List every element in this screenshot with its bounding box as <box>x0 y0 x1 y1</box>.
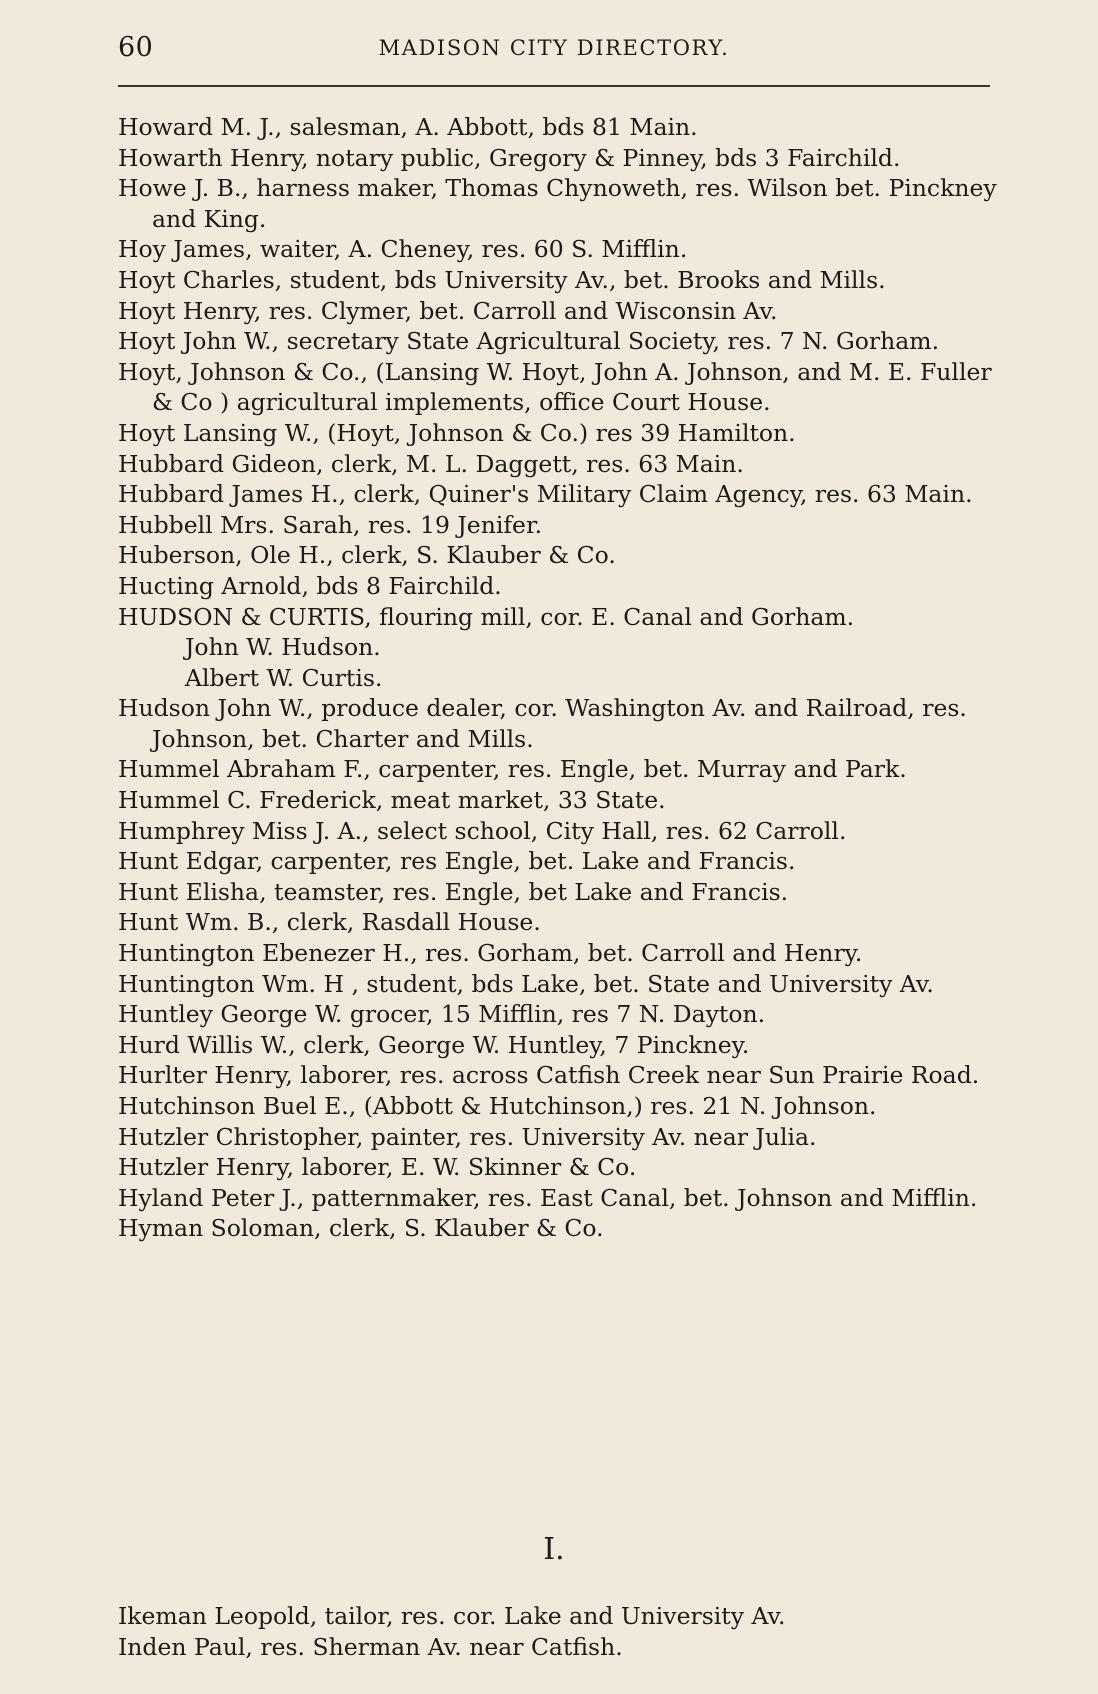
firm-member: John W. Hudson. <box>185 633 381 662</box>
directory-entry: Hubbard James H., clerk, Quiner's Military Claim Agency, res. 63 Main. <box>118 480 973 509</box>
directory-entry: Howe J. B., harness maker, Thomas Chynoweth, res. Wilson bet. Pinckney and King. <box>118 174 997 233</box>
directory-entry: Huntley George W. grocer, 15 Mifflin, res 7 N. Dayton. <box>118 1000 766 1029</box>
page-number: 60 <box>118 32 154 63</box>
directory-entry: Hyman Soloman, clerk, S. Klauber & Co. <box>118 1214 604 1243</box>
directory-entry: Hucting Arnold, bds 8 Fairchild. <box>118 571 502 600</box>
directory-entry: Hoyt Lansing W., (Hoyt, Johnson & Co.) res 39 Hamilton. <box>118 418 796 447</box>
directory-entry: Howarth Henry, notary public, Gregory & Pinney, bds 3 Fairchild. <box>118 143 901 172</box>
section-heading-i: I. <box>543 1532 565 1567</box>
directory-entry: Hutchinson Buel E., (Abbott & Hutchinson,) res. 21 N. Johnson. <box>118 1092 877 1120</box>
header-rule <box>118 85 990 87</box>
running-head: MADISON CITY DIRECTORY. <box>378 36 730 60</box>
directory-entry: Hoy James, waiter, A. Cheney, res. 60 S. Mifflin. <box>118 235 688 264</box>
directory-entry: Hummel C. Frederick, meat market, 33 State. <box>118 786 666 815</box>
directory-entry: Hudson John W., produce dealer, cor. Washington Av. and Railroad, res. Johnson, bet. Charter and Mills. <box>118 694 967 753</box>
directory-entry: Hunt Elisha, teamster, res. Engle, bet Lake and Francis. <box>118 877 789 906</box>
directory-entry: Howard M. J., salesman, A. Abbott, bds 81 Main. <box>118 113 698 141</box>
directory-entry: Hurd Willis W., clerk, George W. Huntley, 7 Pinckney. <box>118 1030 750 1059</box>
directory-entry: HUDSON & CURTIS, flouring mill, cor. E. Canal and Gorham. <box>118 602 855 631</box>
directory-entry: Humphrey Miss J. A., select school, City Hall, res. 62 Carroll. <box>118 816 847 845</box>
directory-entry: Hunt Wm. B., clerk, Rasdall House. <box>118 908 541 937</box>
directory-entry: Hoyt Charles, student, bds University Av., bet. Brooks and Mills. <box>118 265 886 294</box>
directory-entry: Hubbell Mrs. Sarah, res. 19 Jenifer. <box>118 510 543 539</box>
directory-entry: Hummel Abraham F., carpenter, res. Engle, bet. Murray and Park. <box>118 755 907 784</box>
directory-entry: Huntington Ebenezer H., res. Gorham, bet. Carroll and Henry. <box>118 939 863 968</box>
entries-list-h <box>118 112 998 1244</box>
directory-entry: Inden Paul, res. Sherman Av. near Catfish. <box>118 1632 623 1661</box>
directory-entry: Ikeman Leopold, tailor, res. cor. Lake and University Av. <box>118 1602 786 1630</box>
directory-entry: Hutzler Henry, laborer, E. W. Skinner & Co. <box>118 1153 637 1182</box>
directory-entry: Hoyt Henry, res. Clymer, bet. Carroll and Wisconsin Av. <box>118 296 778 325</box>
directory-entry: Hyland Peter J., patternmaker, res. East Canal, bet. Johnson and Mifflin. <box>118 1183 978 1212</box>
directory-entry: Hubbard Gideon, clerk, M. L. Daggett, res. 63 Main. <box>118 449 744 478</box>
entries-list-i <box>118 1601 998 1662</box>
directory-entry: Hunt Edgar, carpenter, res Engle, bet. Lake and Francis. <box>118 847 796 876</box>
directory-entry: Hurlter Henry, laborer, res. across Catfish Creek near Sun Prairie Road. <box>118 1061 980 1090</box>
directory-entry: Huntington Wm. H , student, bds Lake, bet. State and University Av. <box>118 969 934 998</box>
directory-entry: Huberson, Ole H., clerk, S. Klauber & Co. <box>118 541 616 570</box>
firm-member: Albert W. Curtis. <box>185 663 383 692</box>
directory-entry: Hoyt, Johnson & Co., (Lansing W. Hoyt, John A. Johnson, and M. E. Fuller & Co ) agricultural implements, office Court House. <box>118 357 992 417</box>
page-header <box>118 30 990 70</box>
directory-entry: Hutzler Christopher, painter, res. University Av. near Julia. <box>118 1122 817 1151</box>
directory-entry: Hoyt John W., secretary State Agricultural Society, res. 7 N. Gorham. <box>118 327 940 356</box>
